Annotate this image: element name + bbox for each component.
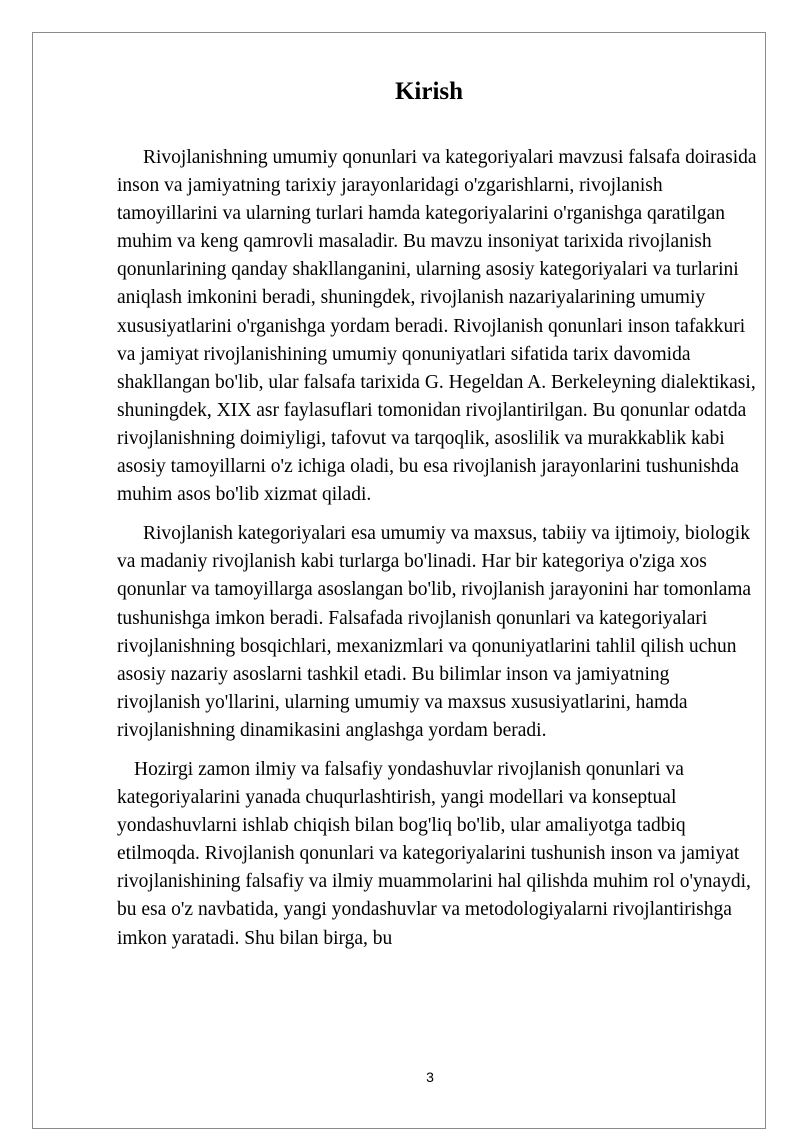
body-text (117, 144, 757, 953)
paragraph-3: Hozirgi zamon ilmiy va falsafiy yondashuvlar rivojlanish qonunlari va kategoriyalarini yanada chuqurlashtirish, yangi modellari va konseptual yondashuvlarni ishlab chiqish bilan bog'liq bo'lib, ular amaliyotga tadbiq etilmoqda. Rivojlanish qonunlari va kategoriyalarini tushunish inson va jamiyat rivojlanishining falsafiy va ilmiy muammolarini hal qilishda muhim rol o'ynaydi, bu esa o'z navbatida, yangi yondashuvlar va metodologiyalarni rivojlantirishga imkon yaratadi. Shu bilan birga, bu (117, 758, 751, 949)
paragraph-2: Rivojlanish kategoriyalari esa umumiy va maxsus, tabiiy va ijtimoiy, biologik va madaniy rivojlanish kabi turlarga bo'linadi. Har bir kategoriya o'ziga xos qonunlar va tamoyillarga asoslangan bo'lib, rivojlanish jarayonini har tomonlama tushunishga imkon beradi. Falsafada rivojlanish qonunlari va kategoriyalari rivojlanishning bosqichlari, mexanizmlari va qonuniyatlarini tahlil qilish uchun asosiy nazariy asoslarni tashkil etadi. Bu bilimlar inson va jamiyatning rivojlanish yo'llarini, ularning umumiy va maxsus xususiyatlarini, hamda rivojlanishning dinamikasini anglashga yordam beradi. (117, 523, 752, 741)
page-title: Kirish (394, 78, 464, 105)
paragraph-1: Rivojlanishning umumiy qonunlari va kategoriyalari mavzusi falsafa doirasida inson va jamiyatning tarixiy jarayonlaridagi o'zgarishlarni, rivojlanish tamoyillarini va ularning turlari hamda kategoriyalarini o'rganishga qaratilgan muhim va keng qamrovli masaladir. Bu mavzu insoniyat tarixida rivojlanish qonunlarining qanday shakllanganini, ularning asosiy kategoriyalari va turlarini aniqlash imkonini beradi, shuningdek, rivojlanish nazariyalarining umumiy xususiyatlarini o'rganishga yordam beradi. Rivojlanish qonunlari inson tafakkuri va jamiyat rivojlanishining umumiy qonuniyatlari sifatida tarix davomida shakllangan bo'lib, ular falsafa tarixida G. Hegeldan A. Berkeleyning dialektikasi, shuningdek, XIX asr faylasuflari tomonidan rivojlantirilgan. Bu qonunlar odatda rivojlanishning doimiyligi, tafovut va tarqoqlik, asoslilik va murakkablik kabi asosiy tamoyillarni o'z ichiga oladi, bu esa rivojlanish jarayonlarini tushunishda muhim asos bo'lib xizmat qiladi. (117, 147, 757, 506)
page-number: 3 (426, 1069, 434, 1085)
